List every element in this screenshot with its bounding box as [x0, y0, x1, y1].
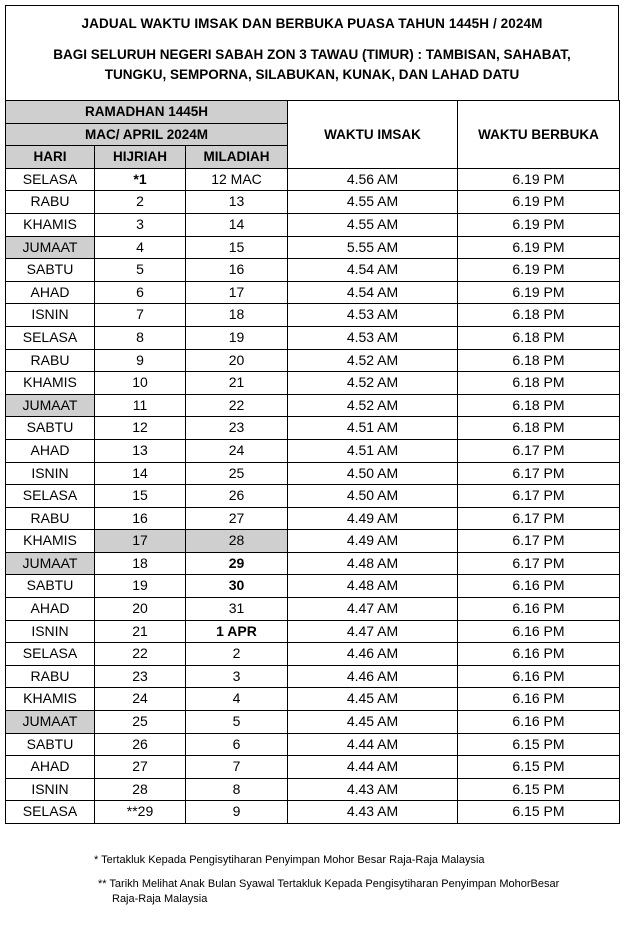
miladiah-cell: 3: [186, 665, 288, 688]
day-cell: SABTU: [6, 575, 95, 598]
berbuka-cell: 6.19 PM: [458, 191, 620, 214]
berbuka-cell: 6.17 PM: [458, 462, 620, 485]
header-miladiah: MILADIAH: [186, 146, 288, 169]
table-row: [6, 326, 620, 349]
imsak-cell: 4.55 AM: [288, 213, 458, 236]
imsak-cell: 4.49 AM: [288, 530, 458, 553]
miladiah-cell: 2: [186, 643, 288, 666]
berbuka-cell: 6.17 PM: [458, 552, 620, 575]
table-row: [6, 733, 620, 756]
day-cell: SABTU: [6, 259, 95, 282]
hijriah-cell: 22: [95, 643, 186, 666]
day-cell: SELASA: [6, 326, 95, 349]
miladiah-cell: 21: [186, 372, 288, 395]
miladiah-cell: 17: [186, 281, 288, 304]
table-row: [6, 552, 620, 575]
header-ramadhan: RAMADHAN 1445H: [6, 101, 288, 124]
hijriah-cell: 24: [95, 688, 186, 711]
miladiah-cell: 27: [186, 507, 288, 530]
berbuka-cell: 6.17 PM: [458, 439, 620, 462]
hijriah-cell: 17: [95, 530, 186, 553]
hijriah-cell: 3: [95, 213, 186, 236]
table-row: [6, 801, 620, 824]
berbuka-cell: 6.17 PM: [458, 530, 620, 553]
table-row: [6, 575, 620, 598]
day-cell: SELASA: [6, 168, 95, 191]
table-row: [6, 168, 620, 191]
miladiah-cell: 16: [186, 259, 288, 282]
miladiah-cell: 8: [186, 778, 288, 801]
miladiah-cell: 1 APR: [186, 620, 288, 643]
imsak-cell: 4.43 AM: [288, 778, 458, 801]
table-row: [6, 688, 620, 711]
header-imsak: WAKTU IMSAK: [288, 101, 458, 169]
table-row: [6, 259, 620, 282]
berbuka-cell: 6.16 PM: [458, 643, 620, 666]
table-row: [6, 304, 620, 327]
table-row: [6, 507, 620, 530]
miladiah-cell: 25: [186, 462, 288, 485]
berbuka-cell: 6.19 PM: [458, 213, 620, 236]
day-cell: RABU: [6, 191, 95, 214]
table-row: [6, 417, 620, 440]
berbuka-cell: 6.19 PM: [458, 259, 620, 282]
miladiah-cell: 26: [186, 485, 288, 508]
header-berbuka: WAKTU BERBUKA: [458, 101, 620, 169]
hijriah-cell: 6: [95, 281, 186, 304]
table-row: [6, 439, 620, 462]
imsak-cell: 4.52 AM: [288, 372, 458, 395]
table-row: [6, 711, 620, 734]
day-cell: AHAD: [6, 439, 95, 462]
schedule-table: [5, 100, 620, 824]
hijriah-cell: *1: [95, 168, 186, 191]
miladiah-cell: 6: [186, 733, 288, 756]
hijriah-cell: 26: [95, 733, 186, 756]
hijriah-cell: **29: [95, 801, 186, 824]
table-row: [6, 236, 620, 259]
imsak-cell: 4.56 AM: [288, 168, 458, 191]
berbuka-cell: 6.19 PM: [458, 236, 620, 259]
table-row: [6, 372, 620, 395]
imsak-cell: 4.44 AM: [288, 756, 458, 779]
day-cell: SELASA: [6, 643, 95, 666]
imsak-cell: 4.50 AM: [288, 462, 458, 485]
imsak-cell: 4.53 AM: [288, 304, 458, 327]
imsak-cell: 4.54 AM: [288, 281, 458, 304]
table-row: [6, 665, 620, 688]
miladiah-cell: 14: [186, 213, 288, 236]
hijriah-cell: 23: [95, 665, 186, 688]
table-row: [6, 462, 620, 485]
miladiah-cell: 7: [186, 756, 288, 779]
berbuka-cell: 6.18 PM: [458, 304, 620, 327]
berbuka-cell: 6.18 PM: [458, 394, 620, 417]
imsak-cell: 4.55 AM: [288, 191, 458, 214]
schedule-body: [6, 168, 620, 823]
table-row: [6, 191, 620, 214]
day-cell: ISNIN: [6, 462, 95, 485]
hijriah-cell: 4: [95, 236, 186, 259]
hijriah-cell: 2: [95, 191, 186, 214]
table-row: [6, 643, 620, 666]
miladiah-cell: 24: [186, 439, 288, 462]
imsak-cell: 4.46 AM: [288, 643, 458, 666]
table-row: [6, 530, 620, 553]
day-cell: KHAMIS: [6, 530, 95, 553]
subtitle-line-1: BAGI SELURUH NEGERI SABAH ZON 3 TAWAU (TIMUR) : TAMBISAN, SAHABAT,: [53, 47, 571, 62]
hijriah-cell: 12: [95, 417, 186, 440]
berbuka-cell: 6.16 PM: [458, 711, 620, 734]
day-cell: AHAD: [6, 756, 95, 779]
imsak-cell: 4.45 AM: [288, 688, 458, 711]
miladiah-cell: 18: [186, 304, 288, 327]
miladiah-cell: 28: [186, 530, 288, 553]
berbuka-cell: 6.19 PM: [458, 281, 620, 304]
day-cell: SABTU: [6, 733, 95, 756]
footnote-2: ** Tarikh Melihat Anak Bulan Syawal Tertakluk Kepada Pengisytiharan Penyimpan MohorBesar: [98, 878, 560, 890]
imsak-cell: 4.43 AM: [288, 801, 458, 824]
table-row: [6, 394, 620, 417]
miladiah-cell: 23: [186, 417, 288, 440]
day-cell: ISNIN: [6, 620, 95, 643]
miladiah-cell: 12 MAC: [186, 168, 288, 191]
header-hijriah: HIJRIAH: [95, 146, 186, 169]
day-cell: KHAMIS: [6, 372, 95, 395]
hijriah-cell: 19: [95, 575, 186, 598]
day-cell: SELASA: [6, 485, 95, 508]
berbuka-cell: 6.17 PM: [458, 507, 620, 530]
miladiah-cell: 22: [186, 394, 288, 417]
berbuka-cell: 6.16 PM: [458, 665, 620, 688]
hijriah-cell: 14: [95, 462, 186, 485]
miladiah-cell: 20: [186, 349, 288, 372]
hijriah-cell: 5: [95, 259, 186, 282]
header-mac-april: MAC/ APRIL 2024M: [6, 123, 288, 146]
day-cell: ISNIN: [6, 304, 95, 327]
day-cell: RABU: [6, 665, 95, 688]
berbuka-cell: 6.16 PM: [458, 598, 620, 621]
hijriah-cell: 18: [95, 552, 186, 575]
imsak-cell: 4.47 AM: [288, 620, 458, 643]
subtitle-line-2: TUNGKU, SEMPORNA, SILABUKAN, KUNAK, DAN LAHAD DATU: [104, 67, 520, 82]
day-cell: RABU: [6, 507, 95, 530]
imsak-cell: 4.54 AM: [288, 259, 458, 282]
miladiah-cell: 30: [186, 575, 288, 598]
berbuka-cell: 6.18 PM: [458, 326, 620, 349]
day-cell: AHAD: [6, 598, 95, 621]
title-box: [5, 5, 619, 100]
imsak-cell: 4.51 AM: [288, 439, 458, 462]
imsak-cell: 4.48 AM: [288, 575, 458, 598]
table-row: [6, 756, 620, 779]
berbuka-cell: 6.16 PM: [458, 575, 620, 598]
hijriah-cell: 25: [95, 711, 186, 734]
hijriah-cell: 10: [95, 372, 186, 395]
table-row: [6, 213, 620, 236]
imsak-cell: 5.55 AM: [288, 236, 458, 259]
day-cell: KHAMIS: [6, 213, 95, 236]
day-cell: SABTU: [6, 417, 95, 440]
header-hari: HARI: [6, 146, 95, 169]
day-cell: AHAD: [6, 281, 95, 304]
day-cell: SELASA: [6, 801, 95, 824]
hijriah-cell: 28: [95, 778, 186, 801]
footnote-2-continued: Raja-Raja Malaysia: [112, 893, 208, 905]
berbuka-cell: 6.18 PM: [458, 349, 620, 372]
hijriah-cell: 21: [95, 620, 186, 643]
hijriah-cell: 7: [95, 304, 186, 327]
miladiah-cell: 9: [186, 801, 288, 824]
hijriah-cell: 11: [95, 394, 186, 417]
day-cell: JUMAAT: [6, 711, 95, 734]
day-cell: ISNIN: [6, 778, 95, 801]
berbuka-cell: 6.15 PM: [458, 756, 620, 779]
berbuka-cell: 6.18 PM: [458, 372, 620, 395]
miladiah-cell: 29: [186, 552, 288, 575]
imsak-cell: 4.53 AM: [288, 326, 458, 349]
table-row: [6, 778, 620, 801]
page-title: JADUAL WAKTU IMSAK DAN BERBUKA PUASA TAHUN 1445H / 2024M: [81, 16, 543, 31]
imsak-cell: 4.52 AM: [288, 349, 458, 372]
table-row: [6, 485, 620, 508]
miladiah-cell: 15: [186, 236, 288, 259]
day-cell: RABU: [6, 349, 95, 372]
miladiah-cell: 5: [186, 711, 288, 734]
berbuka-cell: 6.18 PM: [458, 417, 620, 440]
imsak-cell: 4.52 AM: [288, 394, 458, 417]
table-row: [6, 620, 620, 643]
imsak-cell: 4.46 AM: [288, 665, 458, 688]
hijriah-cell: 9: [95, 349, 186, 372]
page-subtitle: [6, 45, 618, 85]
timetable-page: [5, 5, 619, 824]
day-cell: KHAMIS: [6, 688, 95, 711]
hijriah-cell: 15: [95, 485, 186, 508]
miladiah-cell: 31: [186, 598, 288, 621]
imsak-cell: 4.45 AM: [288, 711, 458, 734]
day-cell: JUMAAT: [6, 552, 95, 575]
imsak-cell: 4.44 AM: [288, 733, 458, 756]
imsak-cell: 4.49 AM: [288, 507, 458, 530]
imsak-cell: 4.51 AM: [288, 417, 458, 440]
hijriah-cell: 20: [95, 598, 186, 621]
hijriah-cell: 8: [95, 326, 186, 349]
berbuka-cell: 6.19 PM: [458, 168, 620, 191]
miladiah-cell: 13: [186, 191, 288, 214]
miladiah-cell: 19: [186, 326, 288, 349]
berbuka-cell: 6.16 PM: [458, 688, 620, 711]
berbuka-cell: 6.15 PM: [458, 778, 620, 801]
day-cell: JUMAAT: [6, 394, 95, 417]
footnote-1: * Tertakluk Kepada Pengisytiharan Penyimpan Mohor Besar Raja-Raja Malaysia: [94, 854, 485, 866]
imsak-cell: 4.48 AM: [288, 552, 458, 575]
table-row: [6, 281, 620, 304]
table-row: [6, 349, 620, 372]
berbuka-cell: 6.15 PM: [458, 801, 620, 824]
hijriah-cell: 16: [95, 507, 186, 530]
hijriah-cell: 13: [95, 439, 186, 462]
table-row: [6, 598, 620, 621]
berbuka-cell: 6.16 PM: [458, 620, 620, 643]
miladiah-cell: 4: [186, 688, 288, 711]
imsak-cell: 4.50 AM: [288, 485, 458, 508]
imsak-cell: 4.47 AM: [288, 598, 458, 621]
hijriah-cell: 27: [95, 756, 186, 779]
berbuka-cell: 6.17 PM: [458, 485, 620, 508]
berbuka-cell: 6.15 PM: [458, 733, 620, 756]
day-cell: JUMAAT: [6, 236, 95, 259]
